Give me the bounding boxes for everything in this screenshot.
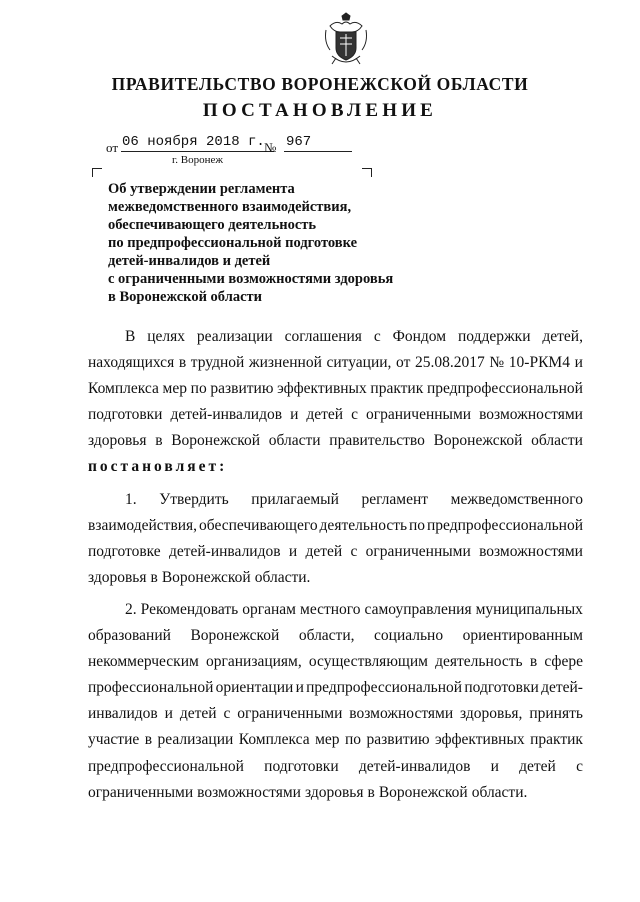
body-word: эффективных	[435, 731, 525, 749]
body-word: детей	[305, 542, 343, 560]
body-word: и	[164, 705, 173, 723]
body-word: Воронежской	[190, 627, 280, 645]
body-word: подготовки	[264, 757, 339, 775]
body-word: в	[155, 432, 163, 450]
body-word: межведомственного	[450, 490, 583, 508]
body-line	[88, 428, 583, 454]
body-word: ограниченными	[365, 542, 471, 560]
subject-line: в Воронежской области	[108, 289, 262, 305]
body-word: реализации	[157, 731, 234, 749]
body-line	[88, 454, 583, 480]
body-word: здоровья	[88, 568, 147, 586]
document-number: 967	[284, 134, 352, 152]
body-word: Комплекса	[238, 731, 310, 749]
coat-of-arms-icon	[322, 12, 370, 68]
body-word: деятельность	[435, 653, 523, 671]
body-line	[88, 376, 583, 402]
body-word: и	[290, 406, 299, 424]
body-word: детей,	[542, 328, 583, 345]
subject-corner-right	[362, 168, 372, 177]
body-word: подготовке	[88, 542, 161, 560]
body-word: возможностями	[349, 705, 454, 723]
body-word: подготовки	[464, 679, 539, 697]
body-word: и	[288, 542, 298, 560]
body-word: некоммерческим	[88, 653, 199, 671]
body-word: мер	[162, 380, 187, 398]
body-word: ограниченными	[237, 705, 343, 723]
body-line	[88, 539, 583, 565]
body-word: мер	[315, 731, 340, 749]
body-line	[88, 402, 583, 428]
body-line	[88, 623, 583, 649]
body-word: целях	[147, 328, 186, 345]
body-line	[88, 754, 583, 780]
document-subject	[108, 180, 468, 306]
body-word: здоровья	[88, 432, 147, 450]
body-word: возможностями	[479, 406, 583, 424]
body-word: детей-инвалидов	[170, 406, 283, 424]
body-word: области.	[471, 783, 528, 801]
body-word: в	[178, 354, 187, 372]
body-word: Рекомендовать	[140, 600, 239, 618]
body-word: развитию	[366, 731, 430, 749]
body-word: В	[125, 328, 136, 345]
body-word: Воронежской	[433, 432, 523, 450]
body-word: трудной	[190, 354, 245, 372]
body-word: Воронежской	[171, 432, 261, 450]
body-line	[88, 649, 583, 675]
body-word: 1.	[125, 490, 137, 508]
body-word: возможностями	[197, 783, 301, 801]
body-word: самоуправления	[364, 600, 472, 618]
body-word: местного	[300, 600, 361, 618]
body-word: с	[576, 757, 583, 775]
body-line	[88, 780, 583, 806]
number-label: №	[264, 140, 277, 155]
body-line	[88, 565, 583, 591]
body-word: Воронежской	[161, 568, 251, 586]
body-word: предпрофессиональной	[88, 757, 244, 775]
body-line	[88, 675, 583, 701]
body-word: №	[489, 354, 505, 372]
subject-line: межведомственного взаимодействия,	[108, 199, 352, 215]
body-word: в	[150, 568, 158, 586]
body-word: регламент	[361, 490, 429, 508]
body-word: Воронежской	[378, 783, 468, 801]
body-word: 10-РКМ4	[508, 354, 570, 372]
body-word: ориентации	[215, 679, 294, 697]
body-word: сфере	[544, 653, 583, 671]
body-word: Утвердить	[159, 490, 229, 508]
body-word: от	[396, 354, 411, 372]
document-meta	[106, 132, 366, 172]
body-word: здоровья,	[460, 705, 523, 723]
body-word: предпрофессиональной	[306, 679, 463, 697]
body-word: организациям,	[206, 653, 302, 671]
document-date: 06 ноября 2018 г.	[121, 134, 274, 152]
subject-line: по предпрофессиональной подготовке	[108, 235, 358, 251]
body-line	[88, 701, 583, 727]
body-word: с	[223, 705, 231, 723]
body-word: муниципальных	[475, 600, 583, 618]
body-word: Комплекса	[88, 380, 159, 398]
subject-corner-left	[92, 168, 102, 177]
body-word: возможностями	[479, 542, 583, 560]
subject-line: обеспечивающего деятельность	[108, 217, 317, 233]
body-word: подготовки	[88, 406, 163, 424]
body-word: ориентированным	[462, 627, 583, 645]
body-line	[88, 597, 583, 623]
body-line	[88, 324, 583, 350]
body-word: правительство	[329, 432, 425, 450]
document-city: г. Воронеж	[172, 154, 223, 166]
body-line	[88, 727, 583, 753]
document-type: ПОСТАНОВЛЕНИЕ	[202, 100, 438, 121]
body-word: соглашения	[284, 328, 362, 345]
body-line	[88, 487, 583, 513]
subject-line: детей-инвалидов и детей	[108, 253, 271, 269]
decree-word: постановляет:	[88, 458, 228, 476]
body-word: и	[295, 679, 304, 697]
body-word: и	[574, 354, 583, 372]
body-word: участие	[88, 731, 140, 749]
body-line	[88, 350, 583, 376]
body-word: ограниченными	[88, 783, 194, 801]
body-word: по	[409, 516, 426, 534]
body-word: находящихся	[88, 354, 175, 372]
body-word: 25.08.2017	[415, 354, 485, 372]
body-word: Фондом	[392, 328, 447, 345]
body-word: детей	[179, 705, 217, 723]
body-word: детей	[306, 406, 344, 424]
body-word: области.	[254, 568, 311, 586]
body-word: предпрофессиональной	[426, 380, 583, 398]
body-word: жизненной	[248, 354, 322, 372]
body-word: взаимодействия,	[88, 516, 198, 534]
body-word: ограниченными	[365, 406, 472, 424]
body-word: детей-	[541, 679, 583, 697]
body-word: области,	[298, 627, 355, 645]
body-word: образований	[88, 627, 171, 645]
body-word: детей-инвалидов	[168, 542, 281, 560]
body-word: детей	[519, 757, 556, 775]
body-word: в	[529, 653, 538, 671]
body-word: области	[531, 432, 583, 450]
body-word: органам	[242, 600, 296, 618]
body-word: деятельность	[319, 516, 408, 534]
subject-line: с ограниченными возможностями здоровья	[108, 271, 394, 287]
body-word: принять	[529, 705, 583, 723]
body-word: осуществляющим	[308, 653, 428, 671]
body-word: прилагаемый	[251, 490, 339, 508]
organization-title: ПРАВИТЕЛЬСТВО ВОРОНЕЖСКОЙ ОБЛАСТИ	[111, 74, 529, 94]
body-word: развитию	[210, 380, 274, 398]
body-word: реализации	[196, 328, 273, 345]
body-word: 2.	[125, 600, 137, 618]
body-word: профессиональной	[88, 679, 214, 697]
body-word: поддержки	[457, 328, 531, 345]
body-word: ситуации,	[326, 354, 392, 372]
body-word: с	[351, 406, 358, 424]
document-body	[88, 324, 583, 806]
body-word: эффективных	[277, 380, 367, 398]
body-word: социально	[374, 627, 444, 645]
body-line	[88, 513, 583, 539]
body-word: практик	[530, 731, 583, 749]
body-word: обеспечивающего	[199, 516, 318, 534]
body-word: и	[490, 757, 499, 775]
body-word: с	[350, 542, 358, 560]
body-word: детей-инвалидов	[358, 757, 471, 775]
body-word: практик	[370, 380, 424, 398]
body-word: предпрофессиональной	[427, 516, 583, 534]
body-word: области	[268, 432, 321, 450]
body-word: инвалидов	[88, 705, 158, 723]
body-word: по	[345, 731, 362, 749]
subject-line: Об утверждении регламента	[108, 181, 295, 197]
body-word: с	[373, 328, 381, 345]
date-label: от	[106, 140, 119, 155]
body-word: в	[367, 783, 375, 801]
body-word: по	[190, 380, 207, 398]
body-word: здоровья	[304, 783, 364, 801]
body-word: в	[144, 731, 153, 749]
